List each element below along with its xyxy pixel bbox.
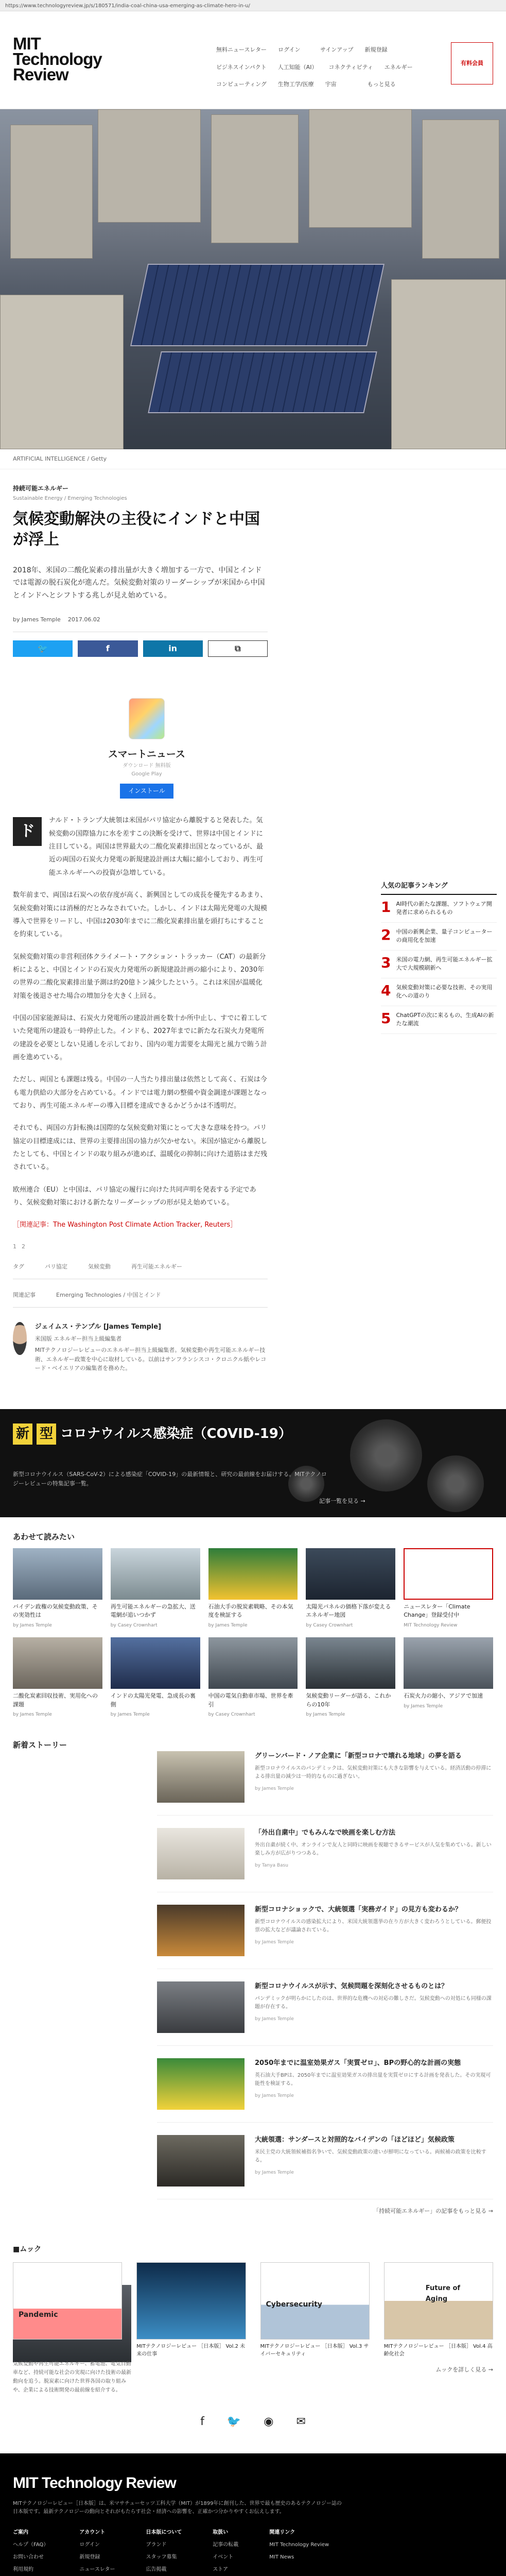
smartnews-app-icon [129,698,165,739]
hero-caption: ARTIFICIAL INTELLIGENCE / Getty [0,449,506,469]
twitter-icon: 🐦 [38,643,48,654]
nav-item[interactable]: 無料ニュースレター [216,46,267,53]
ranking-title: 人気の記事ランキング [381,881,497,895]
recommend-card[interactable]: バイデン政権の気候変動政策、その実効性は by James Temple [13,1548,102,1629]
social-links [0,2413,506,2431]
address-bar[interactable]: https://www.technologyreview.jp/s/180571/india-coal-china-usa-emerging-as-climate-hero-in-u/ [0,0,506,11]
mook-item[interactable]: Future of Aging MITテクノロジーレビュー ［日本版］ Vol.4 高齢化社会 [384,2262,493,2358]
author-box [13,1322,268,1373]
ranking-item[interactable]: 4 気候変動対策に必要な技術、その実用化への道のり [381,978,497,1006]
tag[interactable]: パリ協定 [45,1263,67,1270]
covid-title: 新 型 コロナウイルス感染症（COVID-19） [13,1423,292,1445]
facebook-icon[interactable]: f [200,2415,204,2429]
recommend-grid [0,1548,506,1719]
mook-title: ■ムック [13,2245,42,2254]
byline-date: 2017.06.02 [67,616,100,623]
site-header [0,11,506,109]
article-lede: 2018年、米国の二酸化炭素の排出量が大きく増加する一方で、中国とインドでは電源の脱石炭化が進んだ。気候変動対策のリーダーシップが米国から中国とインドへとシフトする兆しが見え始めている。 [13,566,265,600]
recommend-section [0,1517,506,1719]
promo-title: スマートニュース [108,748,185,760]
covid-more-link[interactable]: 記事一覧を見る → [319,1497,365,1504]
copy-link-button[interactable] [208,640,268,657]
article [0,484,268,1373]
story-item[interactable]: 新型コロナウイルスが示す、気候問題を深刻化させるものとは？ パンデミックが明らかにしたのは、世界的な危機への対応の難しさだ。気候変動への対処にも同様の課題が存在する。 by James Temple [157,1969,493,2046]
recommend-card[interactable]: 太陽光パネルの価格下落が変えるエネルギー地図 by Casey Crownhart [306,1548,395,1629]
linkedin-icon: in [168,643,178,654]
rss-icon[interactable]: ◉ [264,2415,274,2429]
related-link[interactable]: Emerging Technologies / 中国とインド [56,1291,161,1298]
recommend-card[interactable]: 石炭火力の縮小、アジアで加速 by James Temple [404,1637,493,1718]
recommend-card[interactable]: 石油大手の脱炭素戦略、その本気度を検証する by James Temple [208,1548,298,1629]
promo-store: Google Play [131,771,162,777]
recommend-card[interactable]: インドの太陽光発電、急成長の裏側 by James Temple [111,1637,200,1718]
nav-item[interactable]: コンピューティング [216,81,267,88]
hero-image [0,109,506,449]
app-promo [59,698,234,799]
body-paragraph: それでも、両国の方針転換は国際的な気候変動対策にとって大きな意味を持つ。パリ協定の目標達成には、世界の主要排出国の協力が欠かせない。米国が協定から離脱したとしても、中国とインドの取り組みが進めば、温暖化の抑制に向けた道筋はまだ残されている。 [13,1124,268,1172]
nav-item[interactable]: もっと見る [367,81,396,88]
recommend-card[interactable]: 気候変動リーダーが語る、これからの10年 by James Temple [306,1637,395,1718]
nav-item[interactable]: 宇宙 [325,81,337,88]
mook-item[interactable]: MITテクノロジーレビュー ［日本版］ Vol.2 未来の仕事 [136,2262,246,2358]
nav-item[interactable]: コネクティビティ [328,63,373,71]
mook-more-link[interactable]: ムックを詳しく見る → [435,2366,493,2374]
recommend-card[interactable]: 二酸化炭素回収技術、実用化への課題 by James Temple [13,1637,102,1718]
body-paragraph: 数年前まで、両国は石炭への依存度が高く、新興国としての成長を優先するあまり、気候変動対策には消極的だとみなされていた。しかし、インドは太陽光発電の大規模導入で世界をリードし、中国は2030年までに二酸化炭素排出量を頭打ちにすることを約束している。 [13,891,268,939]
author-avatar [13,1322,27,1355]
nav-item[interactable]: 人工知能（AI） [277,63,318,71]
twitter-icon[interactable]: 🐦 [226,2415,241,2429]
mail-icon[interactable]: ✉ [296,2415,306,2429]
site-logo[interactable]: MIT Technology Review [13,34,102,84]
author-role: 米国版 エネルギー担当上級編集者 [34,1335,122,1343]
facebook-icon: f [106,643,110,654]
byline [13,615,268,632]
promo-sub: ダウンロード 無料版 [123,763,171,769]
site-footer [0,2453,506,2576]
dropcap: ド [13,817,42,846]
body-paragraph: ただし、両国とも課題は残る。中国の一人当たり排出量は依然として高く、石炭は今も電力供給の大部分を占めている。インドでは電力網の整備や資金調達が課題となっており、再生可能エネルギーの導入目標を達成できるかどうかは不透明だ。 [13,1076,268,1110]
author-name[interactable]: ジェイムス・テンプル [James Temple] [34,1323,162,1331]
featured-topic[interactable]: 気候変動や再生可能エネルギー、蓄電池、電気自動車など、持続可能な社会の実現に向けた技術の最新動向を追う。脱炭素に向けた世界各国の取り組みや、企業による技術開発の最前線を紹介する。 [13,2285,131,2394]
nav-item[interactable]: ビジネスインパクト [216,63,267,71]
install-button[interactable]: インストール [120,784,173,799]
tag[interactable]: 気候変動 [88,1263,111,1270]
share-twitter-button[interactable] [13,640,73,657]
pagination [13,1242,268,1251]
mook-item[interactable]: Cybersecurity MITテクノロジーレビュー ［日本版］ Vol.3 サイバーセキュリティ [260,2262,370,2358]
footer-desc: MITテクノロジーレビュー［日本版］は、米マサチューセッツ工科大学（MIT）が1899年に創刊した、世界で最も歴史のあるテクノロジー誌の日本版です。最新テクノロジーの動向とそれがもたらす社会・経済への影響を、正確かつ分かりやすくお伝えします。 [13,2501,342,2515]
article-category[interactable]: 持続可能エネルギー [13,484,69,492]
nav-item[interactable]: サインアップ [320,46,354,53]
author-desc: MITテクノロジーレビューのエネルギー担当上級編集者。気候変動や再生可能エネルギー技術、エネルギー政策を中心に取材している。以前はサンフランシスコ・クロニクル紙やレコード・ベイエリアの編集者を務めた。 [34,1346,267,1372]
footer-logo[interactable]: MIT Technology Review [13,2475,176,2492]
byline-author[interactable]: by James Temple [13,616,61,623]
page-link[interactable]: 1 [13,1243,16,1250]
recommend-card[interactable]: 中国の電気自動車市場、世界を牽引 by Casey Crownhart [208,1637,298,1718]
share-bar [13,640,268,657]
top-nav [216,45,438,89]
covid-banner[interactable] [0,1409,506,1517]
article-title: 気候変動解決の主役にインドと中国が浮上 [13,510,260,549]
nav-item[interactable]: ログイン [278,46,301,53]
share-linkedin-button[interactable] [143,640,203,657]
story-item[interactable]: 大統領選：サンダースと対照的なバイデンの「ほどほど」気候政策 米民主党の大統領候補指名争いで、気候変動政策の違いが鮮明になっている。両候補の政策を比較する。 by James Temple [157,2123,493,2199]
related-sources[interactable]: ［関連記事：The Washington Post Climate Action Tracker, Reuters］ [13,1221,237,1229]
mook-item[interactable]: Pandemic [13,2262,122,2358]
story-item[interactable]: 2050年までに温室効果ガス「実質ゼロ」、BPの野心的な計画の実態 英石油大手BPは、2050年までに温室効果ガスの排出量を実質ゼロにする計画を発表した。その実現可能性を検証する。 by James Temple [157,2046,493,2123]
ranking [381,881,497,1034]
related-row [13,1291,268,1308]
ranking-item[interactable]: 3 米国の電力網、再生可能エネルギー拡大で大規模刷新へ [381,951,497,978]
body-paragraph: 中国の国家能源局は、石炭火力発電所の建設計画を数十か所中止し、すでに着工していた発電所の建設も一時停止した。インドも、2027年までに新たな石炭火力発電所の建設を必要としない見通しを示しており、国内の電力需要を太陽光と風力で賄う計画を進めている。 [13,1014,268,1061]
body-paragraph: 欧州連合（EU）と中国は、パリ協定の履行に向けた共同声明を発表する予定であり、気候変動対策における新たなリーダーシップの形が見え始めている。 [13,1185,256,1207]
nav-item[interactable]: 新規登録 [364,46,388,53]
ranking-item[interactable]: 1 AI時代の新たな課題、ソフトウェア開発者に求められるもの [381,895,497,923]
recommend-title: あわせて読みたい [13,1532,75,1541]
page-link[interactable]: 2 [22,1243,25,1250]
nav-item[interactable]: 生物工学/医療 [277,81,314,88]
story-item[interactable]: 「外出自粛中」でもみんなで映画を楽しむ方法 外出自粛が続く中、オンラインで友人と同時に映画を視聴できるサービスが人気を集めている。新しい楽しみ方が広がりつつある。 by Tanya Basu [157,1816,493,1892]
footer-columns: ご案内 ヘルプ（FAQ） お問い合わせ 利用規約 アカウント ログイン 新規登録 ニュースレター 日本版について ブランド スタッフ募集 広告掲載 取扱い 記事の転載 イベント ストア 関連リンク MIT Technology Review MIT News [13,2530,329,2573]
tags-row [13,1262,268,1279]
story-item[interactable]: 新型コロナショックで、大統領選「実務ガイド」の見方も変わるか？ 新型コロナウイルスの感染拡大により、米国大統領選挙の在り方が大きく変わろうとしている。郵便投票の拡大などが議論されている。 by James Temple [157,1892,493,1969]
new-stories-title: 新着ストーリー [13,1740,67,1750]
body-paragraph: 気候変動対策の非営利団体クライメート・アクション・トラッカー（CAT）の最新分析によると、中国とインドの石炭火力発電所の新規建設計画の縮小により、2030年の世界の二酸化炭素排出量予測は約20億トン減少したという。これは米国が温暖化対策を後退させた場合の増加分を大きく上回る。 [13,953,266,1000]
tags-label: タグ [13,1263,24,1270]
nav-item[interactable]: エネルギー [384,63,413,71]
share-facebook-button[interactable] [78,640,137,657]
subscribe-button[interactable]: 有料会員 [451,42,493,84]
body-paragraph: ナルド・トランプ大統領は米国がパリ協定から離脱すると発表した。気候変動の国際協力に水を差すこの決断を受けて、世界は中国とインドに注目している。両国は世界最大の二酸化炭素排出国となっているが、最近の両国の石炭火力発電の新規建設計画は大幅に縮小しており、再生可能エネルギーへの投資が急増している。 [49,817,264,877]
article-body [13,814,268,1231]
ranking-item[interactable]: 5 ChatGPTの次に来るもの、生成AIの新たな潮流 [381,1006,497,1034]
related-label: 関連記事 [13,1291,36,1298]
covid-text: 新型コロナウイルス（SARS-CoV-2）による感染症「COVID-19」の最新情報と、研究の最前線をお届けする。MITテクノロジーレビューの特集記事一覧。 [13,1470,327,1487]
link-icon: ⧉ [235,643,241,654]
recommend-card[interactable]: 再生可能エネルギーの急拡大、送電網が追いつかず by Casey Crownhart [111,1548,200,1629]
article-category-sub: Sustainable Energy / Emerging Technologies [13,495,127,501]
more-stories-link[interactable]: 「持続可能エネルギー」の記事をもっと見る → [373,2208,493,2215]
story-item[interactable]: グリーンバード・ノア企業に「新型コロナで壊れる地球」の夢を語る 新型コロナウイルスのパンデミックは、気候変動対策にも大きな影響を与えている。経済活動の停滞による排出量の減少は一時的なものに過ぎない。 by James Temple [157,1739,493,1816]
recommend-card[interactable]: ニュースレター「Climate Change」登録受付中 MIT Technology Review [404,1548,493,1629]
ranking-item[interactable]: 2 中国の新興企業、量子コンピューターの商用化を加速 [381,923,497,951]
tag[interactable]: 再生可能エネルギー [131,1263,182,1270]
